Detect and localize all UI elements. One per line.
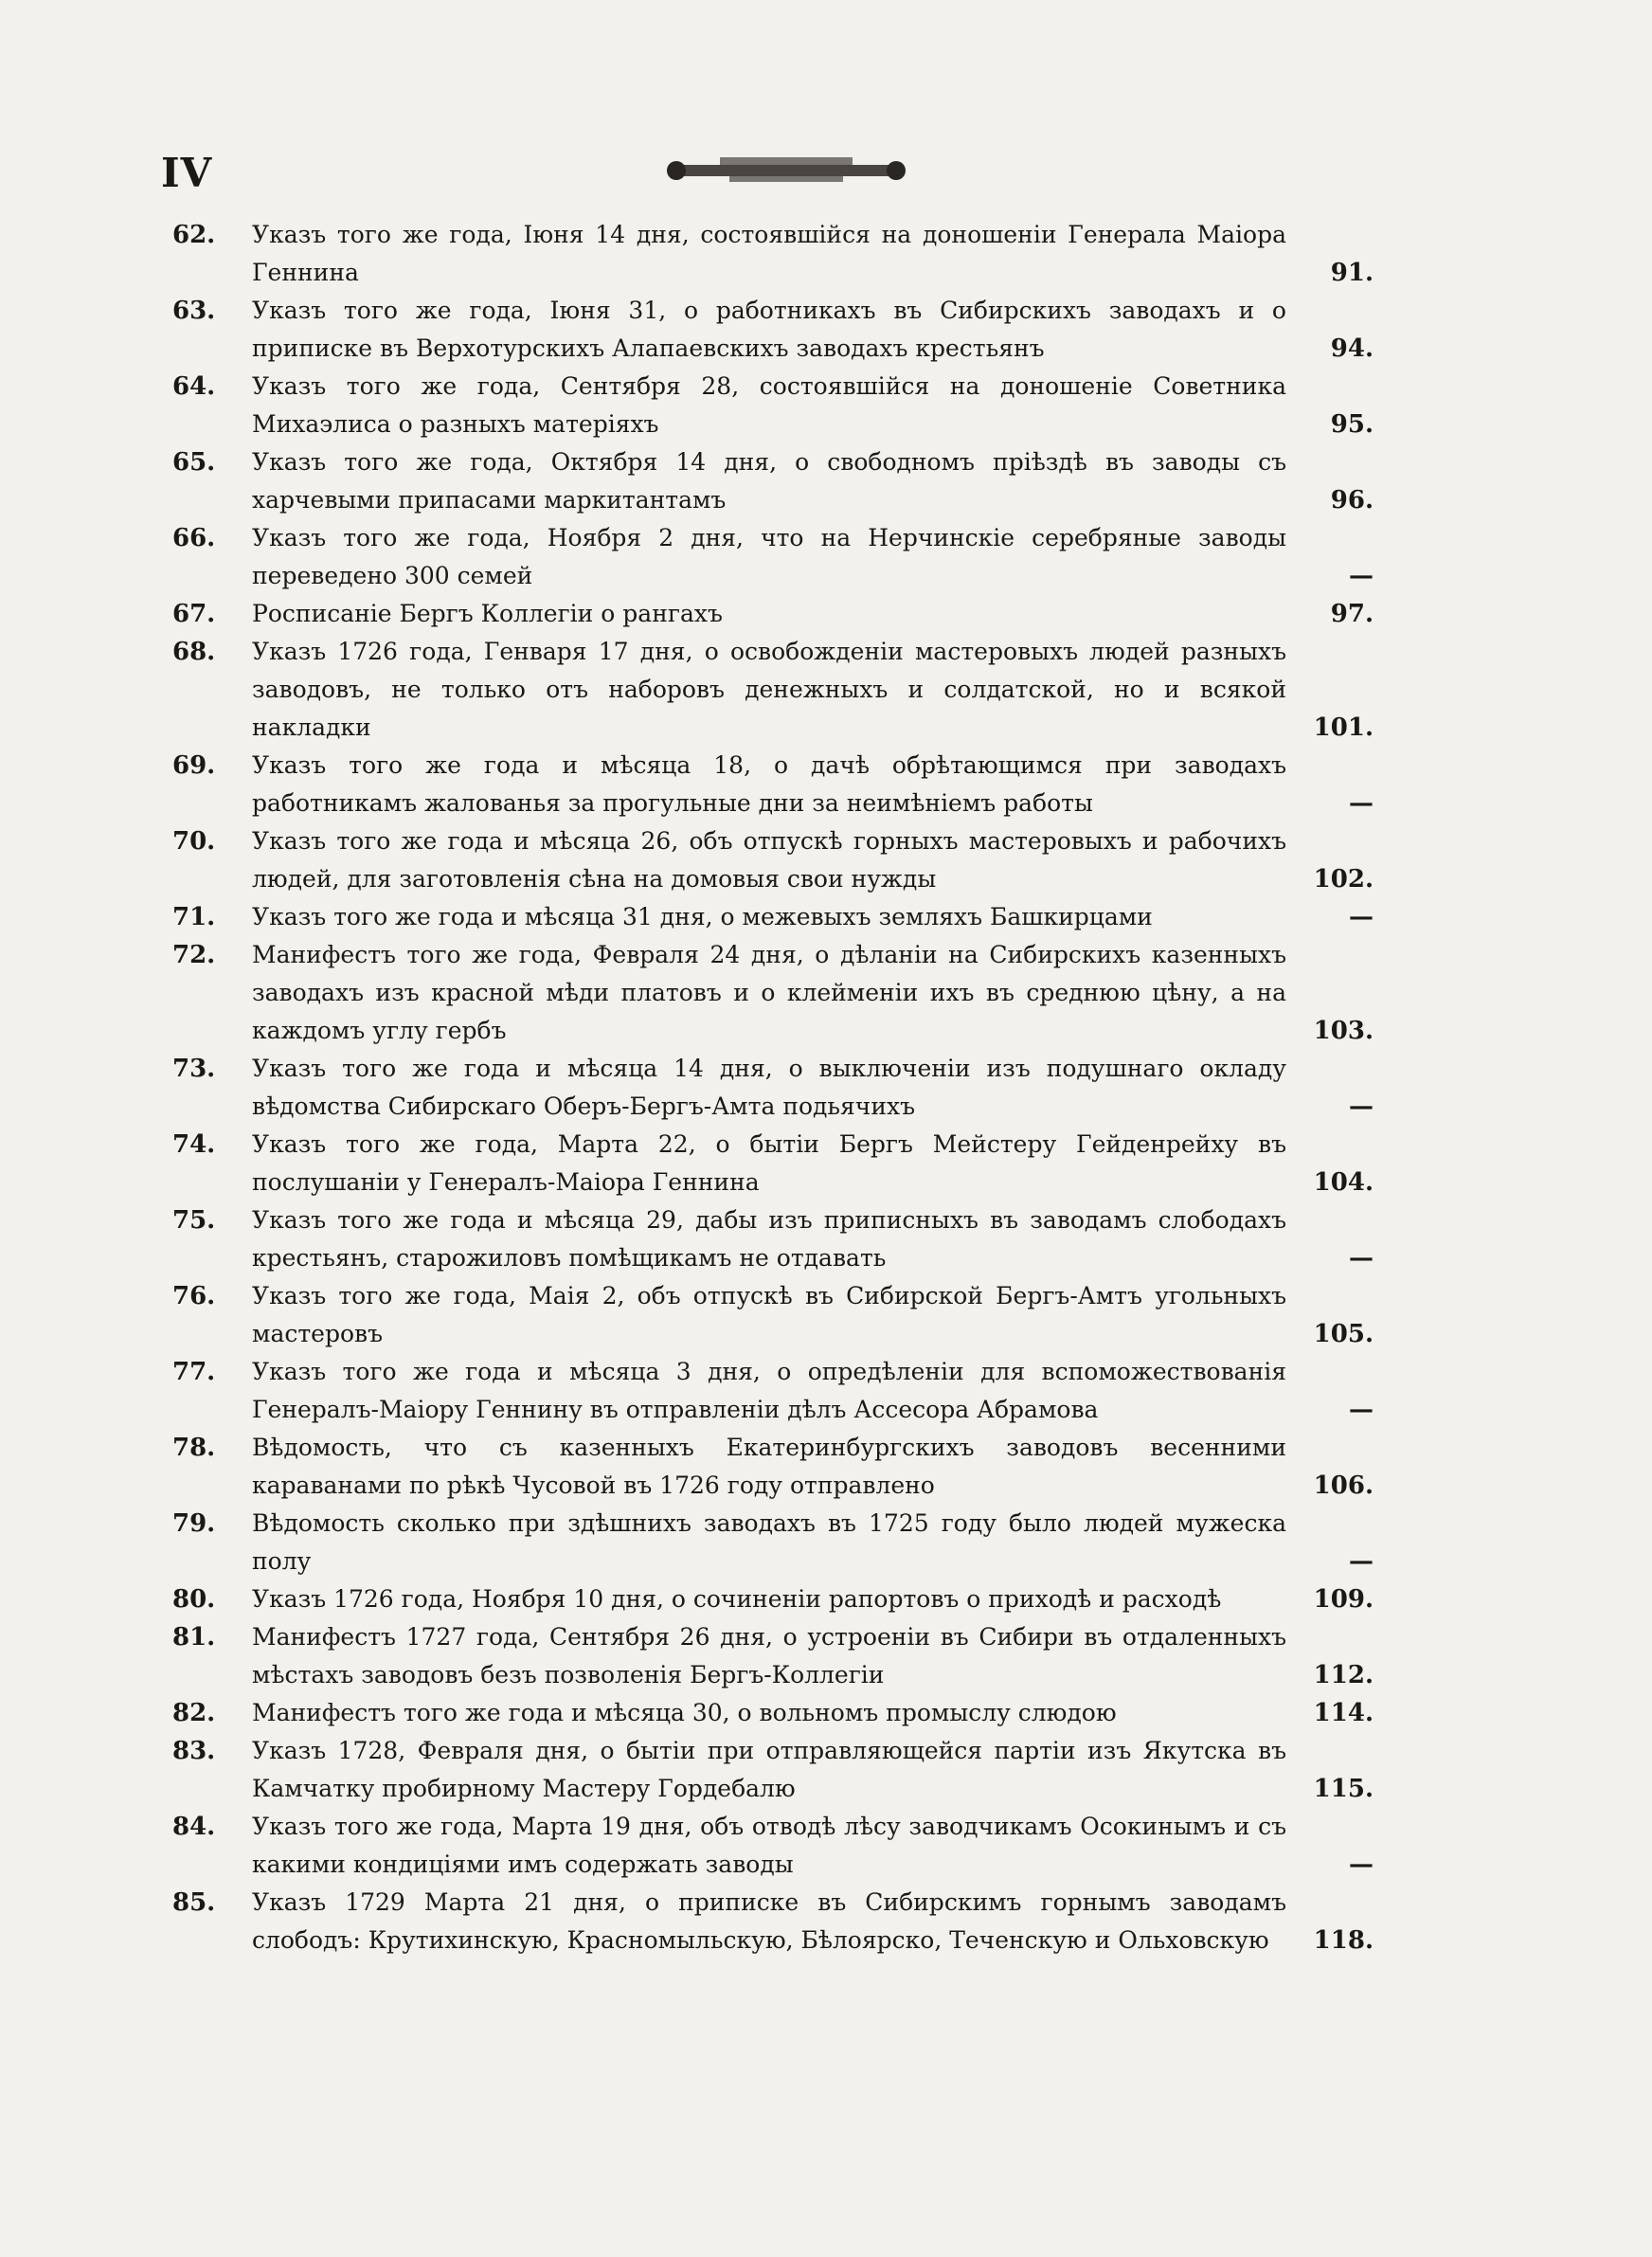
toc-entry bbox=[172, 1126, 1374, 1201]
entry-title: Указъ того же года, Ноября 2 дня, что на Нерчинскіе серебряные заводы переведено 300 семей bbox=[252, 524, 1286, 589]
entry-title: Указъ того же года, Іюня 14 дня, состоявшійся на доношеніи Генерала Маіора Геннина bbox=[252, 221, 1286, 286]
entry-title: Указъ того же года и мѣсяца 3 дня, о опредѣленіи для вспоможествованія Генералъ-Маіору Геннину въ отправленіи дѣлъ Ассесора Абрамова bbox=[252, 1358, 1286, 1423]
toc-entry bbox=[172, 633, 1374, 747]
entry-number: 66. bbox=[172, 524, 216, 552]
entry-number: 64. bbox=[172, 372, 216, 401]
entry-page-number: 112. bbox=[1313, 1661, 1374, 1689]
entry-number: 78. bbox=[172, 1434, 216, 1462]
toc-entry bbox=[172, 519, 1374, 595]
toc-entry bbox=[172, 1580, 1374, 1618]
entry-title: Указъ того же года, Маія 2, объ отпускѣ въ Сибирской Бергъ-Амтъ угольныхъ мастеровъ bbox=[252, 1282, 1286, 1347]
decorative-ornament bbox=[663, 153, 909, 188]
entry-number: 76. bbox=[172, 1282, 216, 1310]
entry-title: Манифестъ того же года, Февраля 24 дня, о дѣланіи на Сибирскихъ казенныхъ заводахъ изъ красной мѣди платовъ и о клейменіи ихъ въ среднюю цѣну, а на каждомъ углу гербъ bbox=[252, 941, 1286, 1044]
toc-entry bbox=[172, 1201, 1374, 1277]
toc-entry bbox=[172, 1694, 1374, 1732]
entry-number: 62. bbox=[172, 221, 216, 249]
entry-title: Манифестъ того же года и мѣсяца 30, о вольномъ промыслу слюдою bbox=[252, 1699, 1117, 1726]
entry-title: Указъ 1726 года, Генваря 17 дня, о освобожденіи мастеровыхъ людей разныхъ заводовъ, не только отъ наборовъ денежныхъ и солдатской, но и всякой накладки bbox=[252, 638, 1286, 741]
page-folio: IV bbox=[161, 150, 213, 196]
entry-page-number: 106. bbox=[1313, 1472, 1374, 1500]
entry-title: Вѣдомость сколько при здѣшнихъ заводахъ въ 1725 году было людей мужеска полу bbox=[252, 1509, 1286, 1575]
entry-number: 68. bbox=[172, 638, 216, 666]
toc-entry bbox=[172, 1732, 1374, 1808]
entry-title: Указъ того же года, Сентября 28, состоявшійся на доношеніе Советника Михаэлиса о разныхъ матеріяхъ bbox=[252, 372, 1286, 438]
toc-entry bbox=[172, 822, 1374, 898]
entry-title: Указъ того же года и мѣсяца 18, о дачѣ обрѣтающимся при заводахъ работникамъ жалованья за прогульные дни за неимѣніемъ работы bbox=[252, 751, 1286, 817]
entry-title: Вѣдомость, что съ казенныхъ Екатеринбургскихъ заводовъ весенними караванами по рѣкѣ Чусовой въ 1726 году отправлено bbox=[252, 1434, 1286, 1499]
toc-entry bbox=[172, 1618, 1374, 1694]
toc-entry bbox=[172, 292, 1374, 368]
entry-page-number: — bbox=[1349, 789, 1374, 818]
toc-entry bbox=[172, 1050, 1374, 1126]
entry-title: Указъ 1726 года, Ноября 10 дня, о сочиненіи рапортовъ о приходѣ и расходѣ bbox=[252, 1585, 1222, 1613]
entry-number: 71. bbox=[172, 903, 216, 931]
entry-number: 84. bbox=[172, 1813, 216, 1841]
entry-page-number: 91. bbox=[1330, 259, 1374, 287]
entry-page-number: 104. bbox=[1313, 1168, 1374, 1197]
entry-page-number: 115. bbox=[1313, 1775, 1374, 1803]
entry-title: Указъ того же года и мѣсяца 26, объ отпускѣ горныхъ мастеровыхъ и рабочихъ людей, для заготовленія сѣна на домовыя свои нужды bbox=[252, 827, 1286, 893]
entry-page-number: 97. bbox=[1330, 600, 1374, 628]
entry-page-number: 118. bbox=[1313, 1926, 1374, 1955]
entry-title: Указъ того же года и мѣсяца 29, дабы изъ приписныхъ въ заводамъ слободахъ крестьянъ, старожиловъ помѣщикамъ не отдавать bbox=[252, 1206, 1286, 1272]
table-of-contents bbox=[172, 216, 1374, 1959]
entry-page-number: 105. bbox=[1313, 1320, 1374, 1348]
toc-entry bbox=[172, 443, 1374, 519]
entry-page-number: — bbox=[1349, 903, 1374, 931]
entry-page-number: 95. bbox=[1330, 410, 1374, 439]
entry-number: 72. bbox=[172, 941, 216, 969]
toc-entry bbox=[172, 1429, 1374, 1505]
toc-entry bbox=[172, 1353, 1374, 1429]
entry-title: Манифестъ 1727 года, Сентября 26 дня, о устроеніи въ Сибири въ отдаленныхъ мѣстахъ заводовъ безъ позволенія Бергъ-Коллегіи bbox=[252, 1623, 1286, 1688]
toc-entry bbox=[172, 1884, 1374, 1959]
entry-number: 69. bbox=[172, 751, 216, 780]
entry-page-number: 94. bbox=[1330, 334, 1374, 363]
entry-title: Указъ того же года, Іюня 31, о работникахъ въ Сибирскихъ заводахъ и о приписке въ Верхотурскихъ Алапаевскихъ заводахъ крестьянъ bbox=[252, 297, 1286, 362]
entry-number: 80. bbox=[172, 1585, 216, 1614]
entry-page-number: 101. bbox=[1313, 713, 1374, 742]
toc-entry bbox=[172, 747, 1374, 822]
toc-entry bbox=[172, 898, 1374, 936]
entry-title: Указъ того же года, Октября 14 дня, о свободномъ пріѣздѣ въ заводы съ харчевыми припасами маркитантамъ bbox=[252, 448, 1286, 514]
entry-number: 83. bbox=[172, 1737, 216, 1765]
entry-title: Указъ того же года и мѣсяца 14 дня, о выключеніи изъ подушнаго окладу вѣдомства Сибирскаго Оберъ-Бергъ-Амта подьячихъ bbox=[252, 1055, 1286, 1120]
entry-number: 70. bbox=[172, 827, 216, 856]
toc-entry bbox=[172, 216, 1374, 292]
toc-entry bbox=[172, 595, 1374, 633]
entry-number: 77. bbox=[172, 1358, 216, 1386]
entry-page-number: 109. bbox=[1313, 1585, 1374, 1614]
entry-page-number: — bbox=[1349, 562, 1374, 590]
entry-number: 75. bbox=[172, 1206, 216, 1235]
entry-number: 79. bbox=[172, 1509, 216, 1538]
entry-number: 73. bbox=[172, 1055, 216, 1083]
entry-number: 67. bbox=[172, 600, 216, 628]
entry-title: Указъ того же года, Марта 22, о бытіи Бергъ Мейстеру Гейденрейху въ послушаніи у Генералъ-Маіора Геннина bbox=[252, 1130, 1286, 1196]
entry-page-number: — bbox=[1349, 1851, 1374, 1879]
entry-page-number: — bbox=[1349, 1244, 1374, 1273]
entry-title: Росписаніе Бергъ Коллегіи о рангахъ bbox=[252, 600, 723, 627]
entry-number: 81. bbox=[172, 1623, 216, 1652]
entry-title: Указъ того же года, Марта 19 дня, объ отводѣ лѣсу заводчикамъ Осокинымъ и съ какими кондиціями имъ содержать заводы bbox=[252, 1813, 1286, 1878]
entry-title: Указъ того же года и мѣсяца 31 дня, о межевыхъ земляхъ Башкирцами bbox=[252, 903, 1153, 930]
toc-entry bbox=[172, 1277, 1374, 1353]
toc-entry bbox=[172, 1808, 1374, 1884]
toc-entry bbox=[172, 1505, 1374, 1580]
entry-page-number: — bbox=[1349, 1396, 1374, 1424]
entry-number: 85. bbox=[172, 1888, 216, 1917]
entry-page-number: 103. bbox=[1313, 1017, 1374, 1045]
toc-entry bbox=[172, 936, 1374, 1050]
entry-page-number: — bbox=[1349, 1092, 1374, 1121]
toc-entry bbox=[172, 368, 1374, 443]
entry-number: 63. bbox=[172, 297, 216, 325]
entry-page-number: 102. bbox=[1313, 865, 1374, 894]
entry-title: Указъ 1729 Марта 21 дня, о приписке въ Сибирскимъ горнымъ заводамъ слободъ: Крутихинскую, Красномыльскую, Бѣлоярско, Теченскую и Ольховскую bbox=[252, 1888, 1286, 1954]
entry-number: 82. bbox=[172, 1699, 216, 1727]
entry-page-number: 114. bbox=[1313, 1699, 1374, 1727]
entry-title: Указъ 1728, Февраля дня, о бытіи при отправляющейся партіи изъ Якутска въ Камчатку пробирному Мастеру Гордебалю bbox=[252, 1737, 1286, 1802]
entry-page-number: 96. bbox=[1330, 486, 1374, 515]
entry-page-number: — bbox=[1349, 1547, 1374, 1576]
entry-number: 74. bbox=[172, 1130, 216, 1159]
entry-number: 65. bbox=[172, 448, 216, 477]
